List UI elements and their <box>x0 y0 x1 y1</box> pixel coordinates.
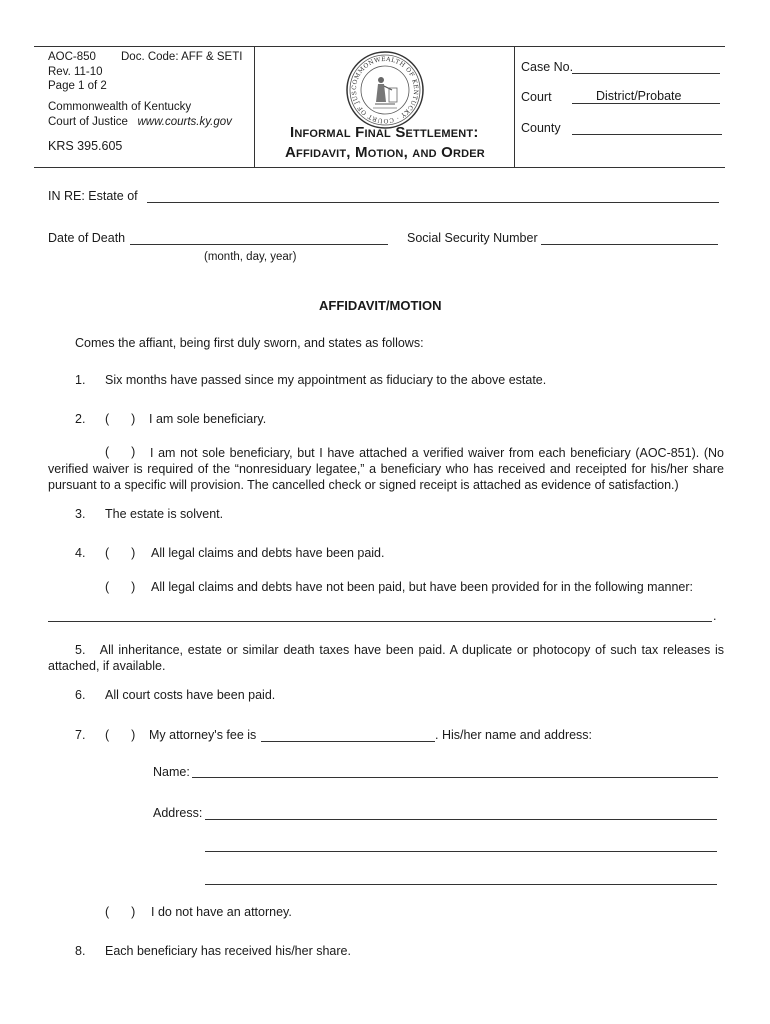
attorney-address-field-1[interactable] <box>205 819 717 820</box>
checkbox-claims-provided-for[interactable] <box>105 580 135 594</box>
court-field-underline <box>572 103 720 104</box>
date-of-death-label: Date of Death <box>48 231 126 245</box>
item-number: 8. <box>75 944 86 958</box>
header-bottom-rule <box>34 167 725 168</box>
court-of-justice-text: Court of Justice <box>48 116 128 128</box>
item-7-after-text: . His/her name and address: <box>435 728 593 742</box>
attorney-name-label: Name: <box>153 765 190 779</box>
item-5-body: All inheritance, estate or similar death taxes have been paid. A duplicate or photocopy of such tax releases is attached, if available. <box>48 643 724 673</box>
checkbox-sole-beneficiary[interactable] <box>105 412 135 426</box>
seal-ring-text: COMMONWEALTH OF KENTUCKY · COURT OF JUS <box>350 55 420 125</box>
date-format-hint: (month, day, year) <box>204 251 297 263</box>
estate-name-field[interactable] <box>147 202 719 203</box>
ssn-field[interactable] <box>541 244 718 245</box>
period-mark: . <box>713 609 717 623</box>
item-number: 2. <box>75 412 86 426</box>
attorney-address-label: Address: <box>153 806 203 820</box>
checkbox-open-paren: ( <box>105 546 110 560</box>
form-number: AOC-850 <box>48 51 96 63</box>
item-5-text <box>48 642 724 674</box>
form-title-line1: Informal Final Settlement: <box>290 124 479 141</box>
item-3-text: The estate is solvent. <box>105 507 224 521</box>
commonwealth-label: Commonwealth of Kentucky <box>48 101 192 113</box>
checkbox-close-paren: ) <box>131 905 136 919</box>
item-4b-text: All legal claims and debts have not been paid, but have been provided for in the following manner: <box>151 580 694 594</box>
court-of-justice-label <box>48 116 232 128</box>
attorney-address-field-3[interactable] <box>205 884 717 885</box>
ssn-label: Social Security Number <box>407 231 538 245</box>
intro-text: Comes the affiant, being first duly sworn, and states as follows: <box>75 336 424 350</box>
attorney-address-field-2[interactable] <box>205 851 717 852</box>
item-number: 4. <box>75 546 86 560</box>
page-indicator: Page 1 of 2 <box>48 80 107 92</box>
section-heading: AFFIDAVIT/MOTION <box>319 298 442 313</box>
item-1-text: Six months have passed since my appointment as fiduciary to the above estate. <box>105 373 547 387</box>
case-number-label: Case No. <box>521 60 574 74</box>
doc-code: Doc. Code: AFF & SETI <box>121 51 243 63</box>
checkbox-claims-paid[interactable] <box>105 546 135 560</box>
attorney-fee-field[interactable] <box>261 741 435 742</box>
checkbox-close-paren: ) <box>131 445 136 459</box>
court-value[interactable]: District/Probate <box>596 89 682 103</box>
checkbox-open-paren: ( <box>105 412 110 426</box>
checkbox-no-attorney[interactable] <box>105 905 135 919</box>
checkbox-close-paren: ) <box>131 728 136 742</box>
header-divider-left <box>254 46 255 167</box>
item-4a-text: All legal claims and debts have been paid. <box>151 546 385 560</box>
item-number: 5. <box>75 643 86 657</box>
item-number: 1. <box>75 373 86 387</box>
attorney-name-field[interactable] <box>192 777 718 778</box>
in-re-estate-label: IN RE: Estate of <box>48 189 138 203</box>
checkbox-attorney-fee[interactable] <box>105 728 135 742</box>
krs-reference: KRS 395.605 <box>48 139 123 153</box>
no-attorney-text: I do not have an attorney. <box>151 905 292 919</box>
website-link[interactable]: www.courts.ky.gov <box>137 116 232 128</box>
item-2a-text: I am sole beneficiary. <box>149 412 267 426</box>
form-title-line2: Affidavit, Motion, and Order <box>285 144 485 161</box>
kentucky-seal-icon <box>345 50 425 130</box>
item-2b-text: I am not sole beneficiary, but I have attached a verified waiver from each beneficiary (AOC-851). (No verified waiver is required of the “nonresiduary legatee,” a beneficiary who has received and receipted for his/her share pursuant to a specific will provision. The cancelled check or signed receipt is attached as evidence of satisfaction.) <box>48 446 724 492</box>
checkbox-close-paren: ) <box>131 546 136 560</box>
item-number: 3. <box>75 507 86 521</box>
checkbox-open-paren: ( <box>105 445 110 459</box>
county-label: County <box>521 121 561 135</box>
claims-manner-field[interactable] <box>48 621 712 622</box>
item-6-text: All court costs have been paid. <box>105 688 276 702</box>
checkbox-close-paren: ) <box>131 412 136 426</box>
item-8-text: Each beneficiary has received his/her share. <box>105 944 351 958</box>
revision: Rev. 11-10 <box>48 66 103 78</box>
item-number: 6. <box>75 688 86 702</box>
county-field[interactable] <box>572 134 722 135</box>
checkbox-open-paren: ( <box>105 905 110 919</box>
date-of-death-field[interactable] <box>130 244 388 245</box>
item-7-text: My attorney's fee is <box>149 728 257 742</box>
checkbox-open-paren: ( <box>105 580 110 594</box>
case-number-field[interactable] <box>572 73 720 74</box>
item-number: 7. <box>75 728 86 742</box>
checkbox-close-paren: ) <box>131 580 136 594</box>
header-top-rule <box>34 46 725 47</box>
header-divider-right <box>514 46 515 167</box>
checkbox-open-paren: ( <box>105 728 110 742</box>
court-label: Court <box>521 90 552 104</box>
